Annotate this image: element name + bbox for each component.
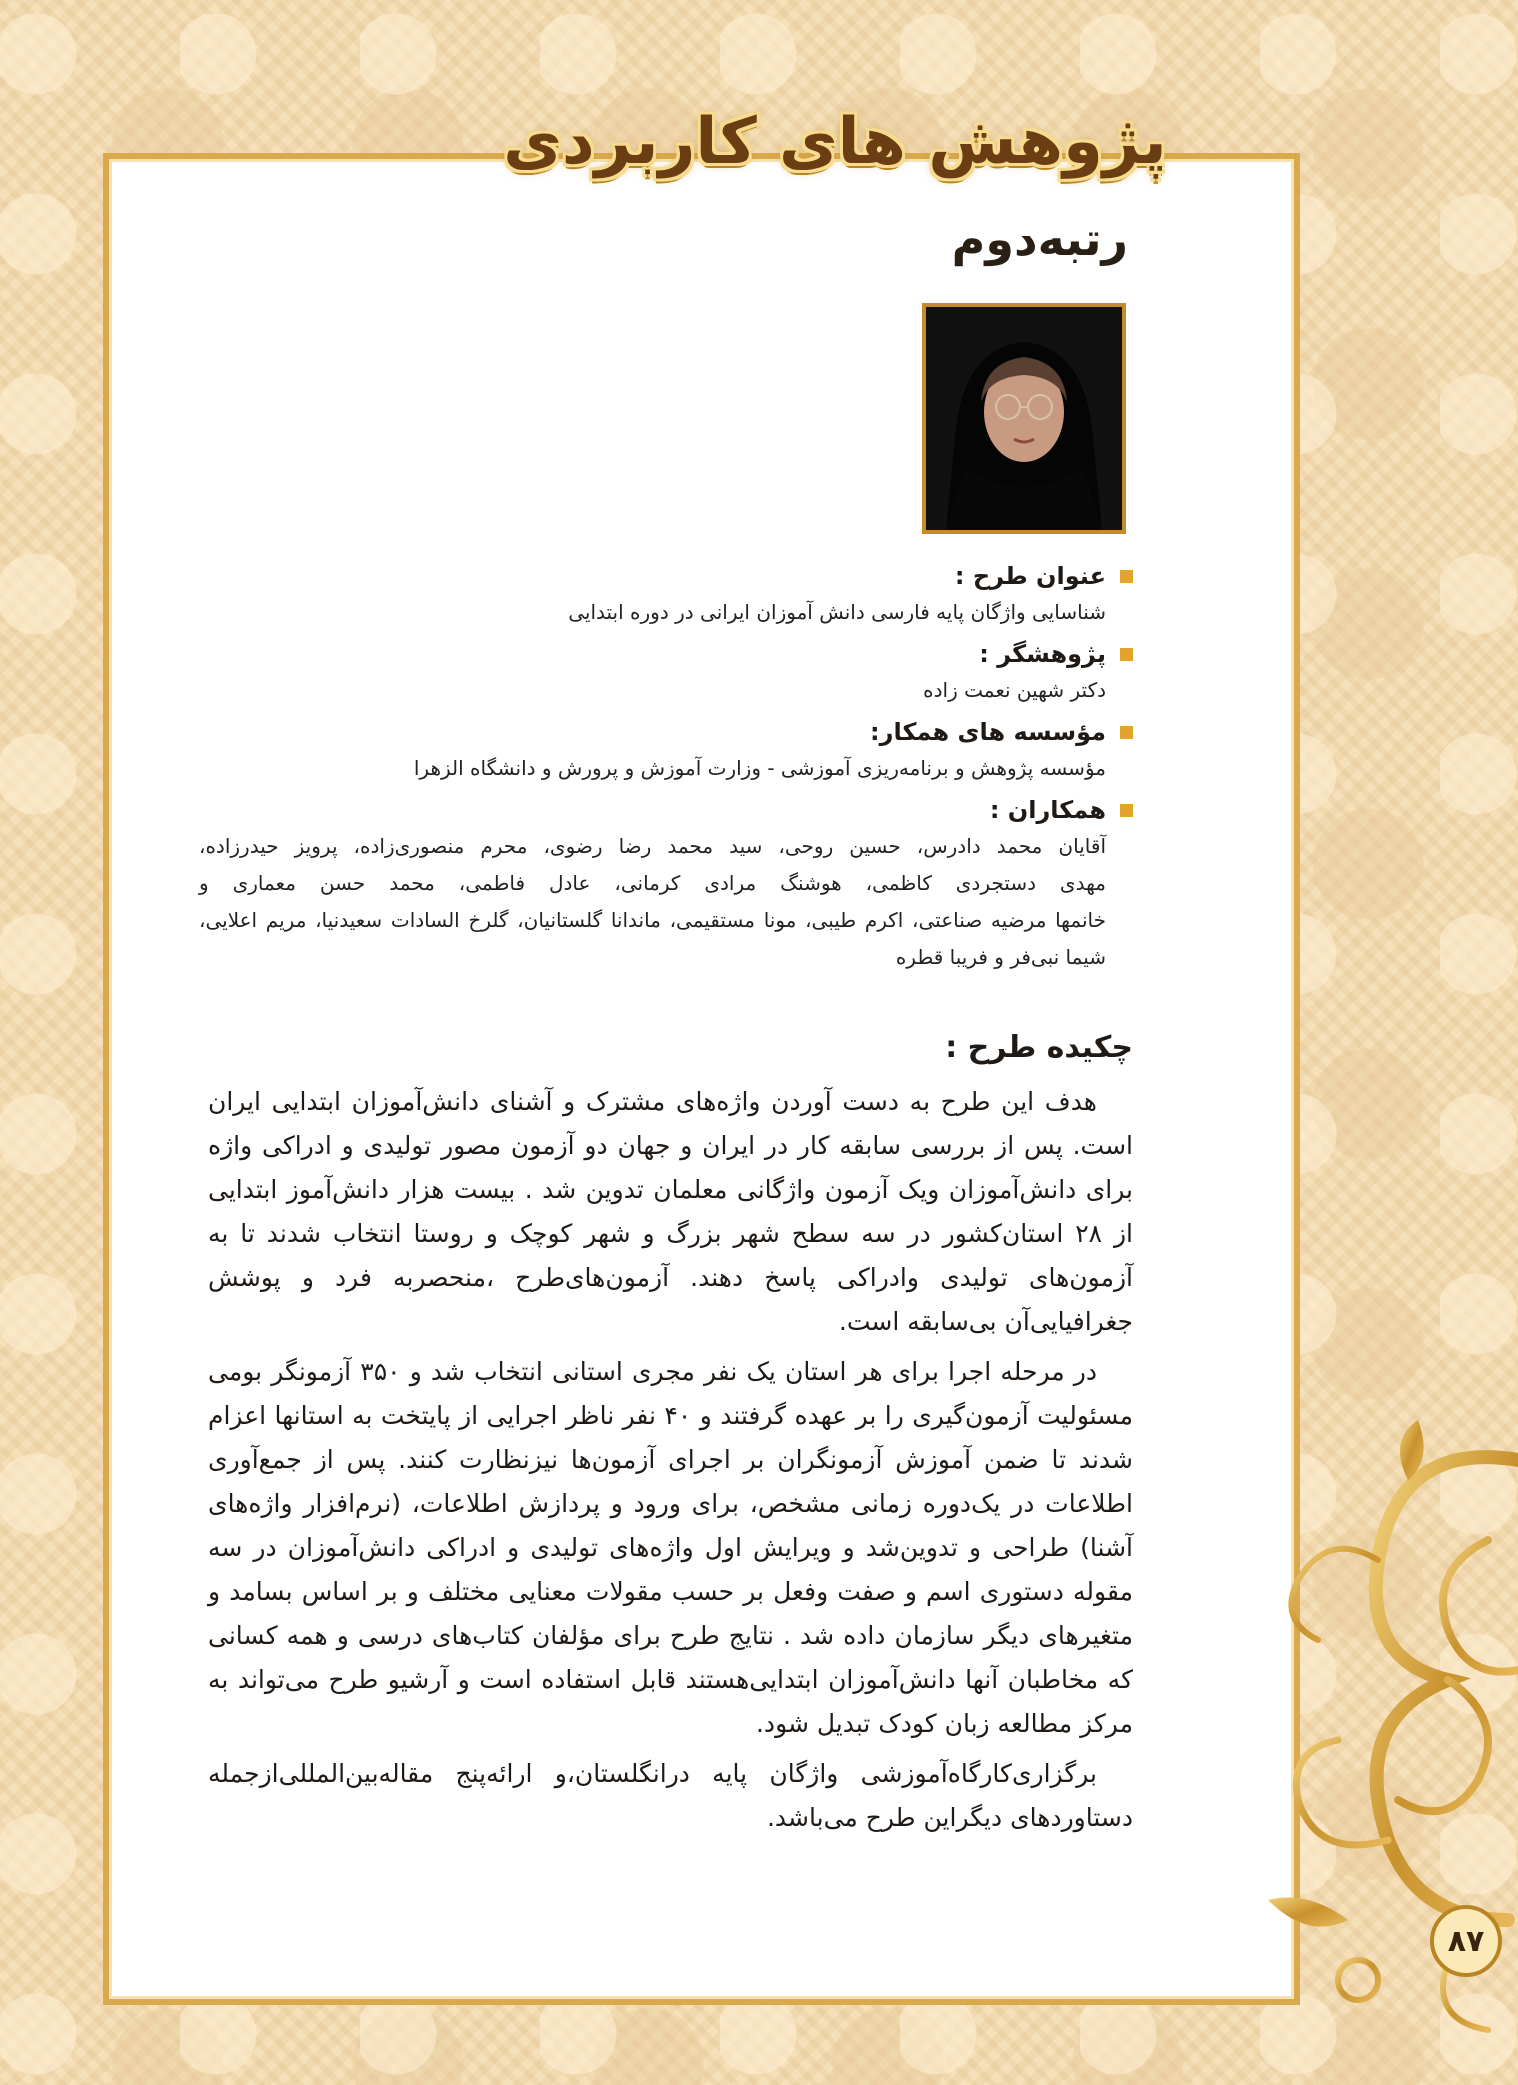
- researcher-value: دکتر شهین نعمت زاده: [923, 678, 1106, 702]
- project-title-value: شناسایی واژگان پایه فارسی دانش آموزان ایرانی در دوره ابتدایی: [568, 600, 1106, 624]
- project-info: [199, 558, 1137, 982]
- abstract-paragraph: هدف این طرح به دست آوردن واژه‌های مشترک و آشنای دانش‌آموزان ابتدایی ایران است. پس از بررسی سابقه کار در ایران و جهان دو آزمون مصور تولیدی و ادراکی واژه برای دانش‌آموزان ویک آزمون واژگانی معلمان تدوین شد . بیست هزار دانش‌آموز ابتدایی از ۲۸ استان‌کشور در سه سطح شهر بزرگ و شهر کوچک و روستا انتخاب شدند تا به آزمون‌های تولیدی وادراکی پاسخ دهند. آزمون‌های‌طرح ،منحصربه فرد و پوشش جغرافیایی‌آن بی‌سابقه است.: [208, 1087, 1134, 1336]
- abstract-title: چکیده طرح :: [945, 1030, 1133, 1065]
- abstract-paragraph: در مرحله اجرا برای هر استان یک نفر مجری استانی انتخاب شد و ۳۵۰ آزمونگر بومی مسئولیت آزمون‌گیری را بر عهده گرفتند و ۴۰ نفر ناظر اجرایی از پایتخت به استانها اعزام شدند تا ضمن آموزش آزمونگران بر اجرای آزمون‌ها نیزنظارت کنند. پس از جمع‌آوری اطلاعات در یک‌دوره زمانی مشخص، برای ورود و پردازش اطلاعات، (نرم‌افزار واژه‌های آشنا) طراحی و تدوین‌شد و ویرایش اول واژه‌های تولیدی و ادراکی دانش‌آموزان در سه مقوله دستوری اسم و صفت وفعل بر حسب مقولات معنایی مختلف و بر اساس بسامد و متغیرهای دیگر سازمان داده شد . نتایج طرح برای مؤلفان کتاب‌های درسی و همه کسانی که مخاطبان آنها دانش‌آموزان ابتدایی‌هستند قابل استفاده است و آرشیو طرح می‌تواند به مرکز مطالعه زبان کودک تبدیل شود.: [208, 1357, 1133, 1738]
- abstract-body: [208, 1080, 1133, 1846]
- collaborators-line: خانمها مرضیه صناعتی، اکرم طیبی، مونا مستقیمی، ماندانا گلستانیان، گلرخ السادات سعیدنیا، مریم اعلایی،: [199, 908, 1106, 932]
- institutions-item: [357, 714, 1137, 786]
- researcher-photo: [922, 303, 1126, 534]
- institutions-label: مؤسسه های همکار:: [870, 718, 1106, 746]
- project-title-label: عنوان طرح :: [954, 562, 1106, 590]
- square-bullet-icon: [1120, 648, 1133, 661]
- section-banner: [503, 92, 1167, 192]
- rank-heading: رتبه‌دوم: [951, 212, 1128, 266]
- page-number: ۸۷: [1430, 1905, 1502, 1977]
- square-bullet-icon: [1120, 804, 1133, 817]
- square-bullet-icon: [1120, 570, 1133, 583]
- abstract-paragraph: برگزاری‌کارگاه‌آموزشی واژگان پایه درانگلستان،و ارائه‌پنج مقاله‌بین‌المللی‌ازجمله دستاوردهای دیگراین طرح می‌باشد.: [208, 1759, 1133, 1832]
- collaborators-line: آقایان محمد دادرس، حسین روحی، سید محمد رضا رضوی، محرم منصوری‌زاده، پرویز حیدرزاده،: [199, 834, 1106, 858]
- square-bullet-icon: [1120, 726, 1133, 739]
- project-title-item: [357, 558, 1137, 630]
- collaborators-line: مهدی دستجردی کاظمی، هوشنگ مرادی کرمانی، عادل فاطمی، محمد حسن معماری و: [199, 871, 1106, 895]
- institutions-value: مؤسسه پژوهش و برنامه‌ریزی آموزشی - وزارت آموزش و پرورش و دانشگاه الزهرا: [413, 756, 1106, 780]
- collaborators-item: [199, 792, 1137, 976]
- banner-title: پژوهش های کاربردی: [503, 105, 1167, 179]
- collaborators-line: شیما نبی‌فر و فریبا قطره: [895, 945, 1106, 969]
- researcher-item: [357, 636, 1137, 708]
- collaborators-label: همکاران :: [989, 796, 1106, 824]
- researcher-label: پژوهشگر :: [979, 640, 1106, 668]
